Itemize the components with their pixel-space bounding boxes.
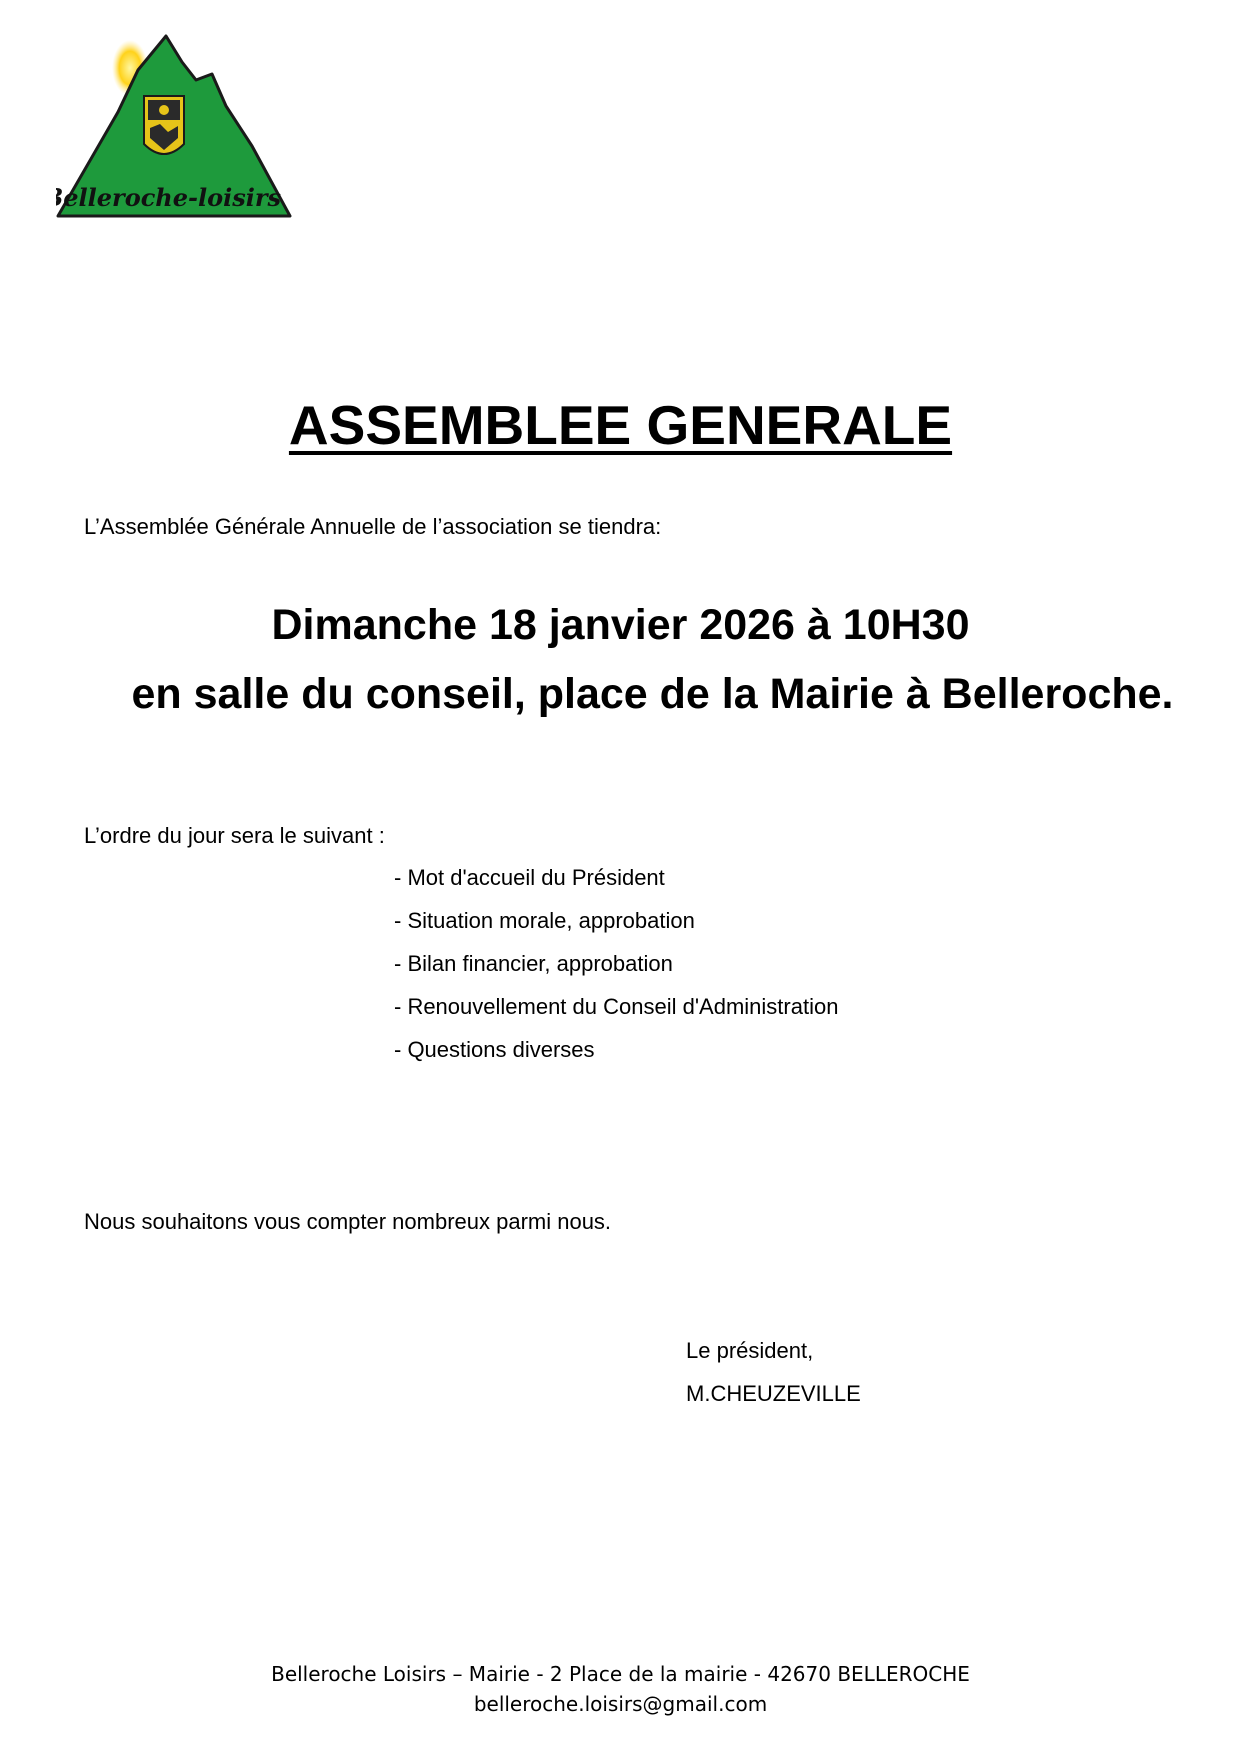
- agenda-item: - Situation morale, approbation: [394, 908, 695, 933]
- signature-name: M.CHEUZEVILLE: [686, 1381, 861, 1406]
- signature-role: Le président,: [686, 1338, 814, 1363]
- agenda-item: - Mot d'accueil du Président: [394, 865, 665, 890]
- logo-wordmark: Belleroche-loisirs: [56, 183, 282, 212]
- coat-of-arms-icon: [144, 96, 184, 154]
- page-title-text: ASSEMBLEE GENERALE: [288, 394, 953, 456]
- agenda-item: - Bilan financier, approbation: [394, 951, 673, 976]
- agenda-intro: L’ordre du jour sera le suivant :: [84, 823, 385, 848]
- intro-text: L’Assemblée Générale Annuelle de l’association se tiendra:: [84, 514, 662, 539]
- agenda-list: [394, 865, 838, 1080]
- footer-email[interactable]: belleroche.loisirs@gmail.com: [473, 1692, 768, 1716]
- footer-address: Belleroche Loisirs – Mairie - 2 Place de la mairie - 42670 BELLEROCHE: [271, 1662, 970, 1686]
- event-date-line: Dimanche 18 janvier 2026 à 10H30: [271, 601, 970, 649]
- event-place-line: en salle du conseil, place de la Mairie à Belleroche.: [131, 670, 1174, 718]
- page-title: [0, 393, 1241, 457]
- mountain-logo-icon: [56, 24, 292, 220]
- closing-text: Nous souhaitons vous compter nombreux parmi nous.: [84, 1209, 612, 1234]
- agenda-item: - Renouvellement du Conseil d'Administration: [394, 994, 839, 1019]
- association-logo: [56, 24, 292, 220]
- agenda-item: - Questions diverses: [394, 1037, 595, 1062]
